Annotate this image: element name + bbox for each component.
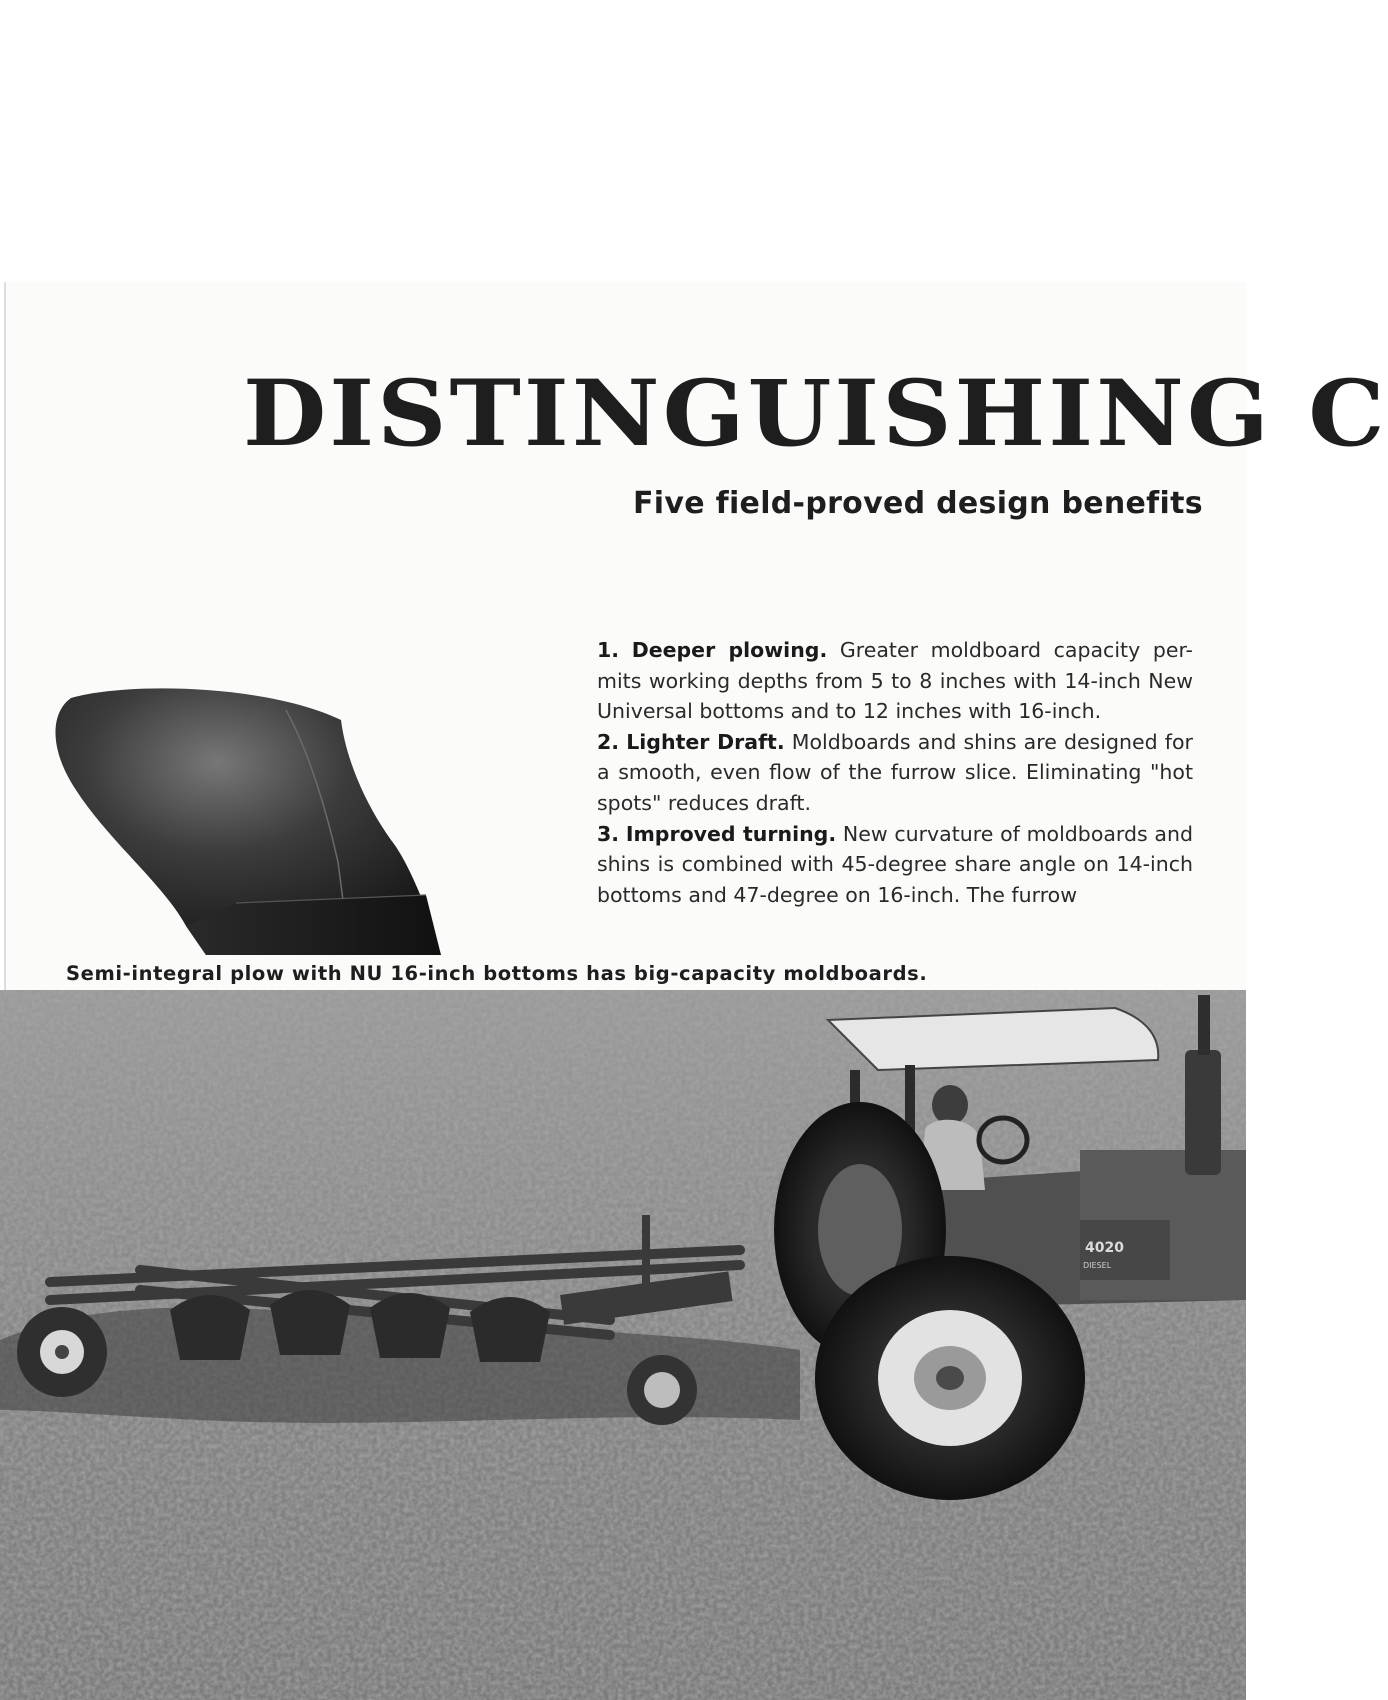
benefit-item — [597, 727, 1193, 819]
benefit-number: 3. — [597, 821, 620, 846]
photo-caption: Semi-integral plow with NU 16-inch bottoms has big-capacity moldboards. — [66, 962, 928, 985]
benefit-title: Deeper plowing. — [631, 638, 828, 662]
benefit-text: Moldboards and shins are designed for a smooth, even flow of the furrow slice. Eliminating "hot spots" reduces draft. — [597, 729, 1193, 815]
benefit-title: Lighter Draft. — [626, 729, 785, 754]
tractor-plowing-photo — [0, 990, 1246, 1700]
benefits-text — [597, 635, 1193, 910]
benefit-number: 1. — [597, 638, 620, 662]
tractor-type-label: DIESEL — [1083, 1261, 1112, 1270]
headline: DISTINGUISHING C — [243, 359, 1388, 467]
benefit-item — [597, 819, 1193, 911]
benefit-title: Improved turning. — [625, 821, 837, 846]
subheadline: Five field-proved design benefits — [633, 486, 1203, 521]
benefit-text: Greater moldboard capacity per-mits working depths from 5 to 8 inches with 14-inch New Universal bottoms and to 12 inches with 16-inch. — [597, 638, 1193, 724]
benefit-number: 2. — [597, 729, 620, 754]
benefit-text: New curvature of moldboards and shins is combined with 45-degree share angle on 14-inch bottoms and 47-degree on 16-inch. The furrow — [597, 821, 1193, 907]
tractor-model-label: 4020 — [1085, 1240, 1124, 1256]
benefit-item — [597, 635, 1193, 727]
moldboard-illustration — [46, 690, 466, 955]
